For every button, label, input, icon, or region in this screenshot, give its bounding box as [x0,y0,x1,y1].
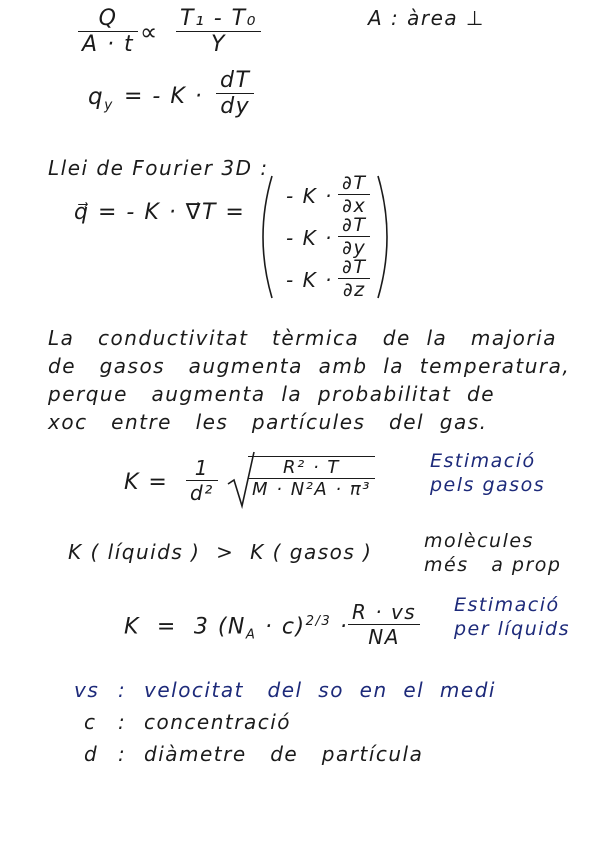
comparison-text: K ( líquids ) > K ( gasos ) [68,540,373,564]
fourier-row-x-den: ∂x [342,195,367,217]
area-note: A : àrea ⊥ [368,6,485,30]
comparison-note-line-2: més a prop [424,554,562,576]
paragraph-line-2: de gasos augmenta amb la temperatura, [48,354,571,378]
legend-d-colon: : [118,742,127,766]
legend-c-symbol: c [84,710,97,734]
eq1-den2: Y [211,32,226,57]
liquid-eq-frac [348,600,420,649]
eq1-fraction [78,6,138,57]
eq2-den: dy [220,94,251,119]
gas-eq-root-frac [248,456,375,500]
eq2-rhs: = - K · [124,84,204,109]
fourier-row-z-den: ∂z [342,279,366,301]
eq2-fraction [216,68,254,119]
gas-eq-num: 1 [186,456,218,481]
liquid-eq-mid: · c) [256,614,306,640]
fourier-row-x-num: ∂T [338,172,370,195]
fourier-row-y-frac [338,214,370,259]
gas-eq-lhs: K = [124,470,169,495]
legend-vs-symbol: vs [74,678,100,702]
right-paren [378,176,387,298]
liquid-eq-lhs-text: K = 3 (N [124,614,246,640]
eq2-lhs [88,84,114,114]
paragraph-line-1: La conductivitat tèrmica de la majoria [48,326,557,350]
gas-eq-root-den: M · N²A · π³ [252,479,371,500]
eq2-lhs-symbol: q [88,84,105,110]
fourier-row-x-frac [338,172,370,217]
liquid-note-line-2: per líquids [454,618,570,640]
liquid-eq-exponent: 2/3 [305,614,332,629]
eq1-numerator: Q [78,6,138,32]
legend-vs-colon: : [118,678,127,702]
gas-eq-den: d² [190,481,214,505]
liquid-eq-den: NA [368,625,400,649]
legend-d-desc: diàmetre de partícula [144,742,424,766]
proportional-symbol: ∝ [140,18,159,46]
fourier-title: Llei de Fourier 3D : [48,156,269,180]
eq1-fraction-2 [176,6,261,57]
eq2-num: dT [216,68,254,94]
eq1-denominator: A · t [82,32,135,57]
eq1-num2: T₁ - T₀ [176,6,261,32]
comparison-note-line-1: molècules [424,530,534,552]
liquid-eq-sub: A [245,627,257,643]
paragraph-line-3: perque augmenta la probabilitat de [48,382,496,406]
fourier-lhs: q⃗ = - K · ∇⃗T = [74,200,246,225]
gas-note-line-2: pels gasos [430,474,546,496]
liquid-eq-lhs [124,614,348,643]
liquid-eq-dot: · [331,614,349,640]
fourier-row-y-num: ∂T [338,214,370,237]
liquid-note-line-1: Estimació [454,594,560,616]
left-paren [263,176,272,298]
eq2-lhs-subscript: y [104,97,114,114]
gas-eq-root-num: R² · T [248,457,375,479]
fourier-row-z-num: ∂T [338,256,370,279]
liquid-eq-num: R · vs [348,600,420,625]
gas-note-line-1: Estimació [430,450,536,472]
legend-c-desc: concentració [144,710,291,734]
legend-d-symbol: d [84,742,99,766]
fourier-row-y-pre: - K · [286,226,333,250]
fourier-row-x-pre: - K · [286,184,333,208]
fourier-row-z-frac [338,256,370,301]
paragraph-line-4: xoc entre les partícules del gas. [48,410,488,434]
gas-eq-frac [186,456,218,505]
legend-vs-desc: velocitat del so en el medi [144,678,496,702]
fourier-row-z-pre: - K · [286,268,333,292]
fourier-row-y-den: ∂y [342,237,367,259]
legend-c-colon: : [118,710,127,734]
